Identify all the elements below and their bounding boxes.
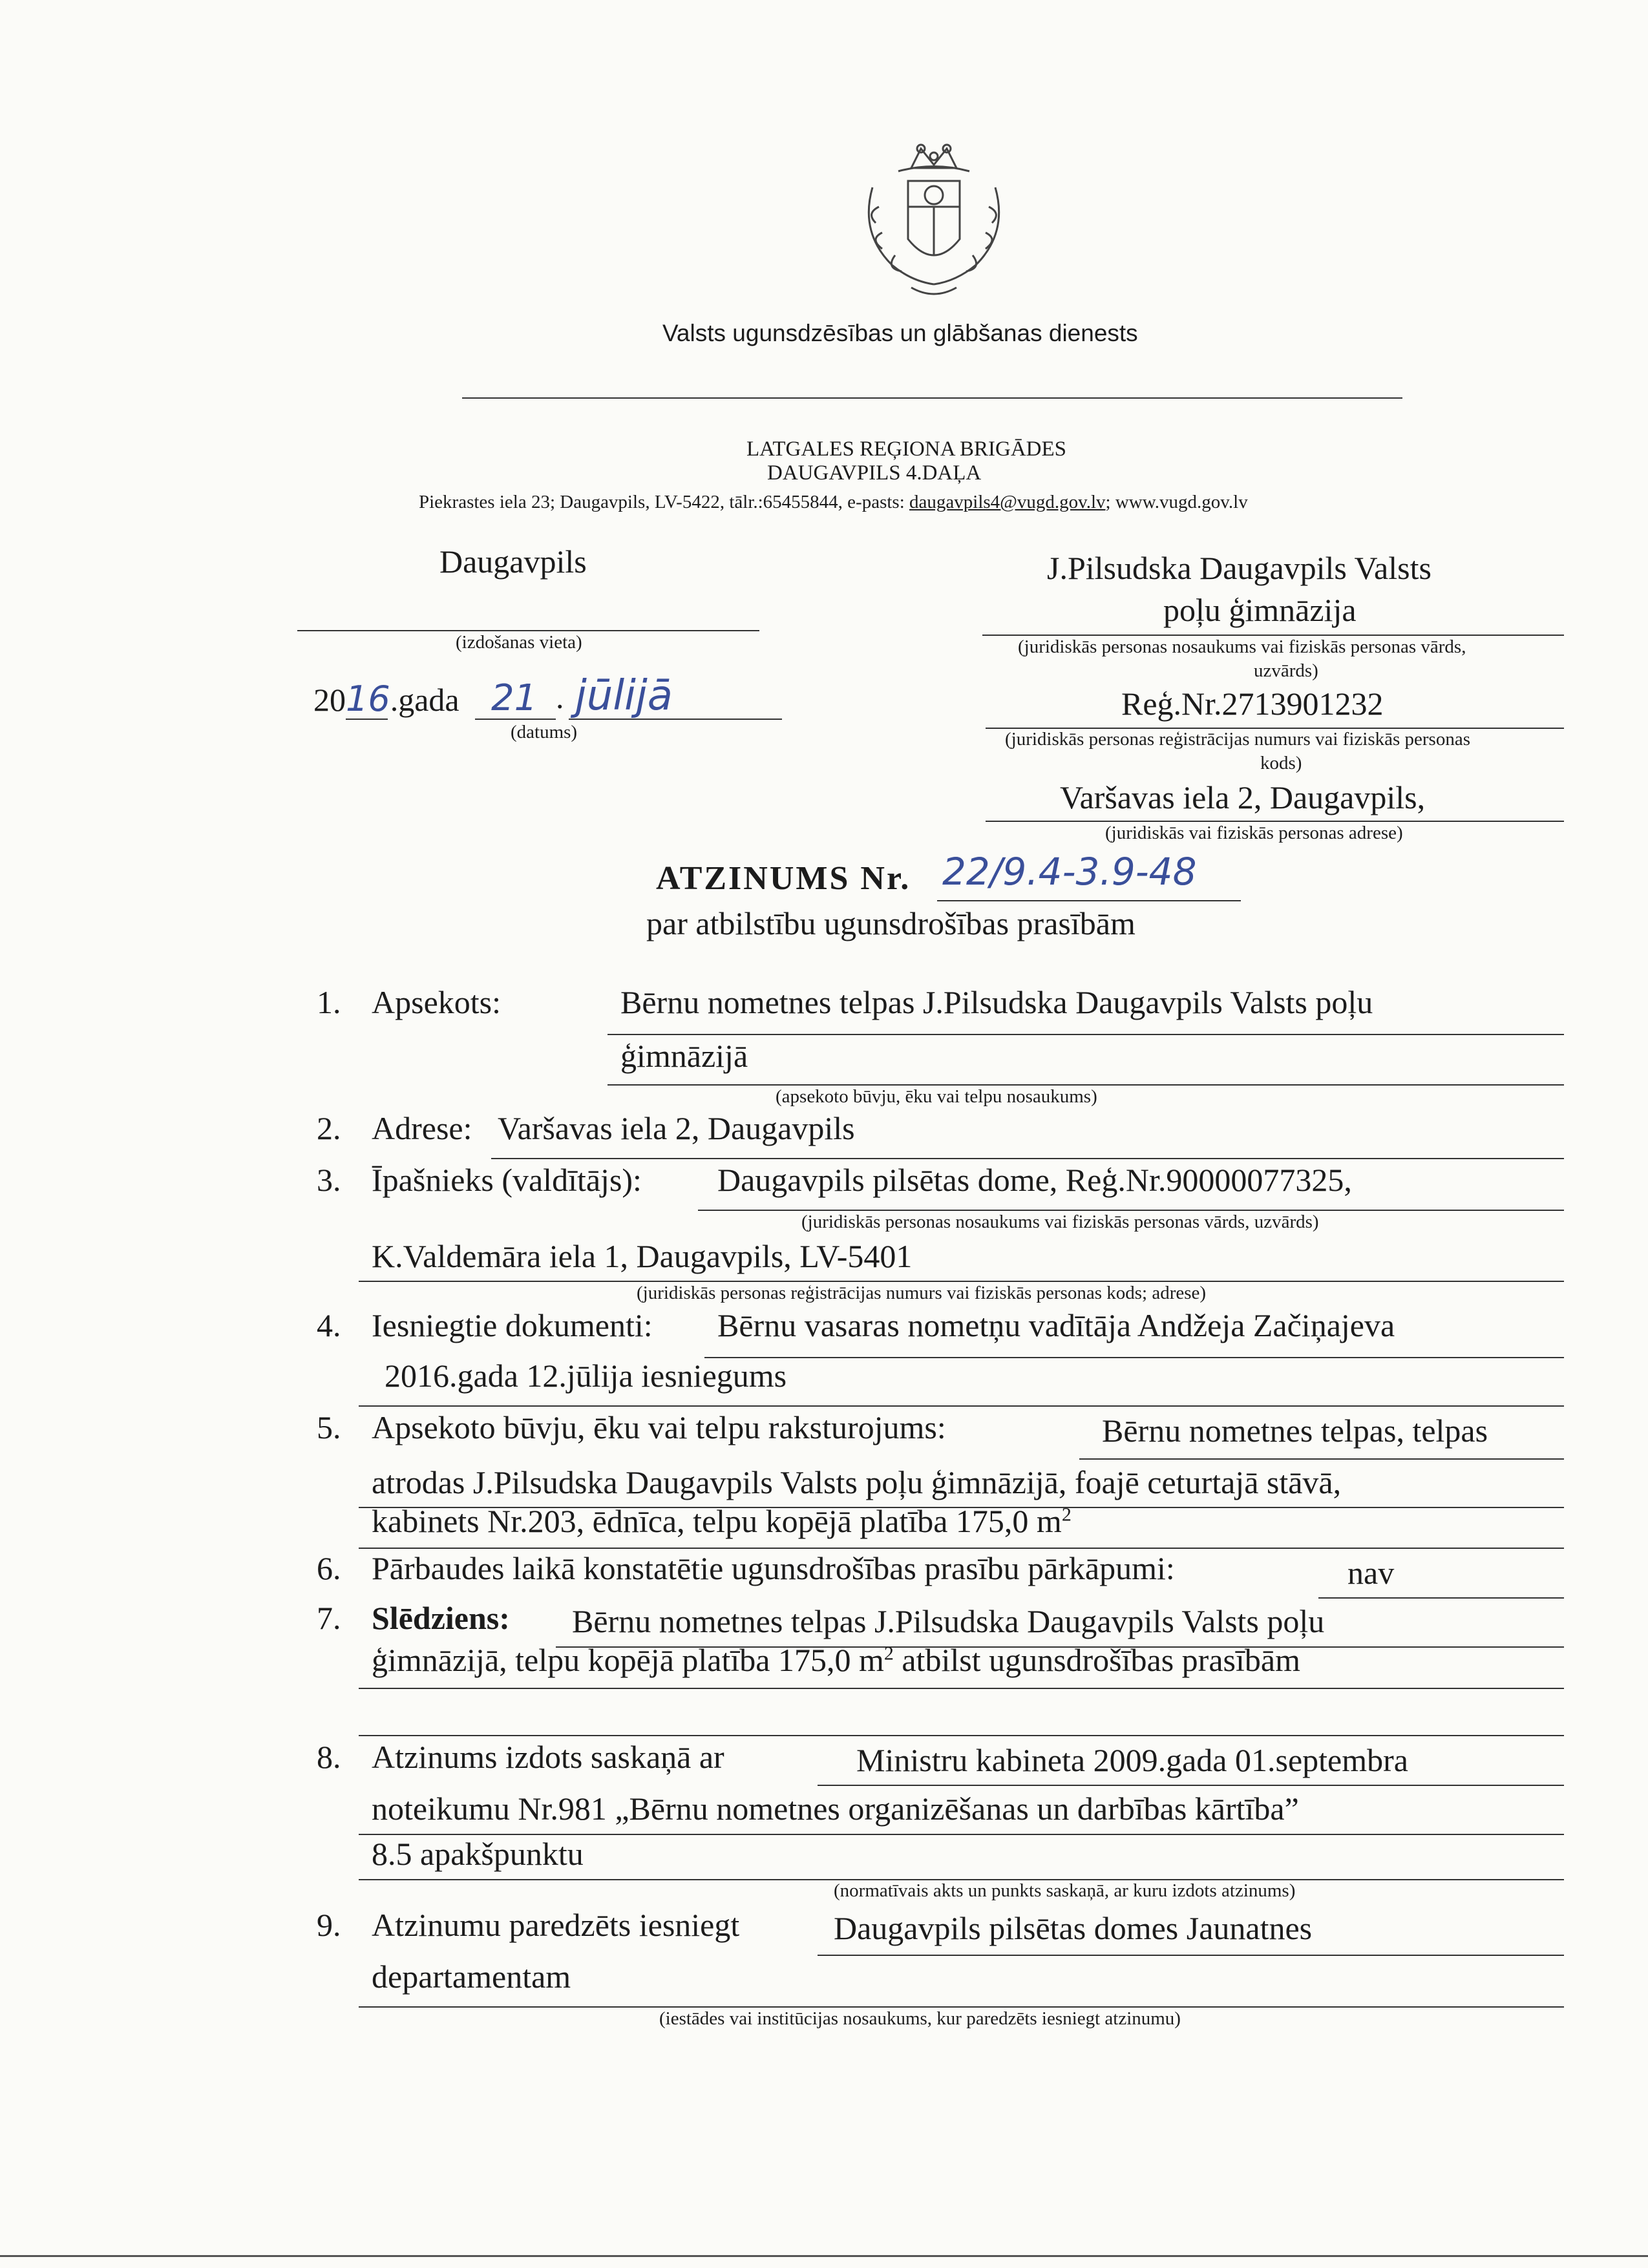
item-1-rule-2 (607, 1084, 1564, 1086)
item-5-value-line1: Bērnu nometnes telpas, telpas (1102, 1412, 1488, 1449)
item-7-superscript: 2 (883, 1643, 894, 1664)
item-1-value-line1: Bērnu nometnes telpas J.Pilsudska Daugavpils Valsts poļu (620, 984, 1373, 1020)
item-5-rule-3 (359, 1548, 1564, 1549)
document-number-handwritten: 22/9.4-3.9-48 (942, 850, 1197, 894)
item-7-label: Slēdziens: (372, 1600, 510, 1636)
item-5-number: 5. (317, 1409, 341, 1445)
day-rule (475, 719, 556, 720)
item-2-number: 2. (317, 1110, 341, 1146)
unit-line-2: DAUGAVPILS 4.DAĻA (767, 461, 982, 485)
item-8-value-line3: 8.5 apakšpunktu (372, 1836, 584, 1872)
item-3-number: 3. (317, 1162, 341, 1198)
item-5-area-text: kabinets Nr.203, ēdnīca, telpu kopējā platība 175,0 m (372, 1503, 1062, 1539)
item-3-caption-2: (juridiskās personas reģistrācijas numurs vai fiziskās personas kods; adrese) (637, 1283, 1207, 1303)
item-9-value-line2: departamentam (372, 1958, 571, 1995)
item-9-caption: (iestādes vai institūcijas nosaukums, kur paredzēts iesniegt atzinumu) (659, 2008, 1181, 2029)
document-title: ATZINUMS Nr. (656, 860, 911, 897)
issue-date (313, 678, 460, 719)
item-8-rule-1 (818, 1785, 1564, 1786)
issue-place: Daugavpils (439, 543, 587, 580)
item-5-rule-1 (1079, 1458, 1564, 1460)
item-5-label: Apsekoto būvju, ēku vai telpu raksturojums: (372, 1409, 946, 1445)
item-4-rule-2 (359, 1405, 1564, 1407)
coat-of-arms-emblem (847, 142, 1021, 304)
date-caption: (datums) (511, 722, 578, 742)
item-6-number: 6. (317, 1550, 341, 1586)
item-5-value-line3 (372, 1502, 1072, 1540)
item-7-value-line2 (372, 1641, 1300, 1679)
year-rule (346, 719, 388, 720)
item-7-area-text: ģimnāzijā, telpu kopējā platība 175,0 m (372, 1642, 884, 1678)
item-3-label: Īpašnieks (valdītājs): (372, 1162, 642, 1198)
date-dot: . (556, 679, 564, 715)
item-9-number: 9. (317, 1907, 341, 1943)
item-8-label: Atzinums izdots saskaņā ar (372, 1739, 724, 1775)
item-4-rule-1 (704, 1357, 1564, 1358)
bottom-edge-line (0, 2255, 1648, 2257)
item-7-conclusion-text: atbilst ugunsdrošības prasībām (893, 1642, 1300, 1678)
recipient-name-caption-2: uzvārds) (1254, 660, 1318, 681)
recipient-reg-caption-1: (juridiskās personas reģistrācijas numurs vai fiziskās personas (1005, 729, 1470, 750)
unit-line-1: LATGALES REĢIONA BRIGĀDES (746, 437, 1066, 461)
unit-website: ; www.vugd.gov.lv (1105, 492, 1248, 512)
item-4-number: 4. (317, 1307, 341, 1343)
gada-label: .gada (390, 682, 460, 718)
unit-address: Piekrastes iela 23; Daugavpils, LV-5422, tālr.:65455844, e-pasts: (419, 492, 910, 512)
item-3-rule-1 (698, 1210, 1564, 1211)
recipient-address-caption: (juridiskās vai fiziskās personas adrese) (1105, 823, 1403, 843)
year-handwritten: 16 (346, 678, 390, 719)
item-2-value: Varšavas iela 2, Daugavpils (498, 1110, 855, 1146)
recipient-address: Varšavas iela 2, Daugavpils, (1060, 779, 1426, 815)
item-1-value-line2: ģimnāzijā (620, 1038, 748, 1074)
recipient-address-rule (986, 821, 1564, 822)
item-4-label: Iesniegtie dokumenti: (372, 1307, 653, 1343)
item-5-superscript: 2 (1061, 1504, 1072, 1526)
item-6-label: Pārbaudes laikā konstatētie ugunsdrošības prasību pārkāpumi: (372, 1550, 1175, 1586)
item-2-rule (491, 1158, 1564, 1159)
recipient-reg-caption-2: kods) (1260, 753, 1302, 773)
item-1-caption: (apsekoto būvju, ēku vai telpu nosaukums) (776, 1086, 1097, 1107)
item-2-label: Adrese: (372, 1110, 472, 1146)
item-1-label: Apsekots: (372, 984, 501, 1020)
item-3-rule-2 (359, 1281, 1564, 1282)
issue-place-caption: (izdošanas vieta) (456, 632, 582, 653)
item-3-value-2: K.Valdemāra iela 1, Daugavpils, LV-5401 (372, 1238, 913, 1274)
unit-contact-line (419, 492, 1248, 513)
item-7-number: 7. (317, 1600, 341, 1636)
recipient-name-line1: J.Pilsudska Daugavpils Valsts (1047, 550, 1431, 586)
item-3-caption-1: (juridiskās personas nosaukums vai fiziskās personas vārds, uzvārds) (801, 1212, 1319, 1232)
item-6-value: nav (1347, 1555, 1395, 1591)
document-subtitle: par atbilstību ugunsdrošības prasībām (646, 905, 1136, 941)
item-1-rule-1 (607, 1034, 1564, 1035)
item-6-rule (1318, 1597, 1564, 1599)
item-9-label: Atzinumu paredzēts iesniegt (372, 1907, 740, 1943)
header-rule (462, 397, 1402, 399)
item-4-value-line1: Bērnu vasaras nometņu vadītāja Andžeja Začiņajeva (717, 1307, 1395, 1343)
item-8-value-line1: Ministru kabineta 2009.gada 01.septembra (856, 1742, 1408, 1778)
item-8-value-line2: noteikumu Nr.981 „Bērnu nometnes organizēšanas un darbības kārtība” (372, 1790, 1299, 1827)
recipient-name-line2: poļu ģimnāzija (1163, 592, 1357, 628)
item-8-number: 8. (317, 1739, 341, 1775)
recipient-reg: Reģ.Nr.2713901232 (1121, 686, 1384, 722)
item-5-value-line2: atrodas J.Pilsudska Daugavpils Valsts poļu ģimnāzijā, foajē ceturtajā stāvā, (372, 1464, 1342, 1500)
item-8-caption: (normatīvais akts un punkts saskaņā, ar kuru izdots atzinums) (834, 1880, 1296, 1901)
document-number-rule (937, 900, 1241, 901)
recipient-name-caption-1: (juridiskās personas nosaukums vai fiziskās personas vārds, (1018, 636, 1466, 657)
issue-place-rule (297, 630, 759, 631)
item-9-rule-2 (359, 2006, 1564, 2008)
year-prefix: 20 (313, 682, 346, 718)
item-9-rule-1 (818, 1955, 1564, 1956)
item-7-rule-2 (359, 1688, 1564, 1689)
item-9-value-line1: Daugavpils pilsētas domes Jaunatnes (834, 1910, 1313, 1946)
month-handwritten: jūlijā (575, 672, 673, 720)
unit-email-link[interactable]: daugavpils4@vugd.gov.lv (909, 492, 1106, 512)
agency-name: Valsts ugunsdzēsības un glābšanas dienests (662, 320, 1138, 346)
item-3-value: Daugavpils pilsētas dome, Reģ.Nr.90000077325, (717, 1162, 1352, 1198)
item-7-rule-3 (359, 1735, 1564, 1736)
item-1-number: 1. (317, 984, 341, 1020)
item-4-value-line2: 2016.gada 12.jūlija iesniegums (385, 1358, 787, 1394)
item-7-value-line1: Bērnu nometnes telpas J.Pilsudska Daugavpils Valsts poļu (572, 1603, 1325, 1639)
recipient-name-rule (982, 635, 1564, 636)
day-handwritten: 21 (491, 677, 538, 719)
month-rule (569, 719, 782, 720)
